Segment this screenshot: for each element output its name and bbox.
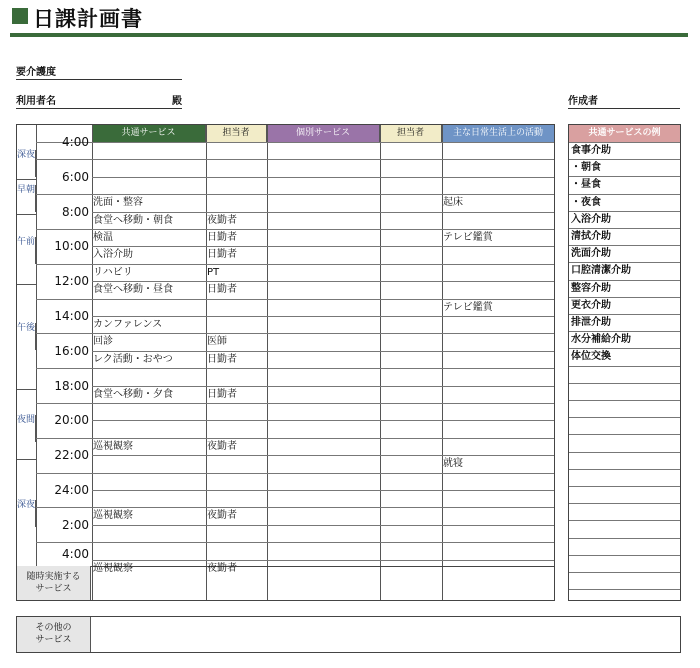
example-row-divider xyxy=(569,176,680,177)
staff-entry: 夜勤者 xyxy=(207,563,237,574)
user-name-label: 利用者名 xyxy=(16,96,56,107)
time-label: 20:00 xyxy=(54,413,89,427)
row-divider xyxy=(92,560,554,561)
service-example-item: 口腔清潔介助 xyxy=(571,265,631,276)
row-divider xyxy=(92,455,554,456)
time-label: 14:00 xyxy=(54,309,89,323)
example-row-divider xyxy=(569,262,680,263)
band-night: 夜間 xyxy=(17,415,36,442)
example-row-divider xyxy=(569,400,680,401)
time-label: 16:00 xyxy=(54,344,89,358)
title-accent-square xyxy=(12,8,28,24)
time-label: 22:00 xyxy=(54,448,89,462)
row-divider xyxy=(92,246,554,247)
band-divider xyxy=(17,389,36,390)
examples-header: 共通サービスの例 xyxy=(569,125,680,142)
title-underline xyxy=(10,33,688,37)
user-name-field[interactable] xyxy=(16,95,182,109)
band-divider xyxy=(17,179,36,180)
service-example-item: ・朝食 xyxy=(571,162,601,173)
service-example-item: 入浴介助 xyxy=(571,214,611,225)
row-divider xyxy=(92,351,554,352)
daily-activity-entry: テレビ鑑賞 xyxy=(443,302,493,313)
header-staff-1: 担当者 xyxy=(206,125,267,142)
example-row-divider xyxy=(569,452,680,453)
band-morning: 午前 xyxy=(17,237,36,264)
author-field[interactable] xyxy=(568,95,680,109)
example-row-divider xyxy=(569,555,680,556)
adhoc-service-text: 随時実施する サービス xyxy=(26,572,81,594)
row-divider xyxy=(36,194,554,195)
time-label: 6:00 xyxy=(62,170,89,184)
common-service-entry: 食堂へ移動・昼食 xyxy=(93,284,173,295)
column-divider xyxy=(267,125,268,600)
time-label: 24:00 xyxy=(54,483,89,497)
staff-entry: 夜勤者 xyxy=(207,215,237,226)
example-row-divider xyxy=(569,331,680,332)
column-divider xyxy=(380,125,381,600)
care-level-field[interactable] xyxy=(16,66,182,80)
common-service-entry: 検温 xyxy=(93,232,113,243)
common-service-entry: 食堂へ移動・朝食 xyxy=(93,215,173,226)
staff-entry: 日勤者 xyxy=(207,249,237,260)
row-divider xyxy=(36,264,554,265)
example-row-divider xyxy=(569,383,680,384)
band-divider xyxy=(17,284,36,285)
example-row-divider xyxy=(569,572,680,573)
example-row-divider xyxy=(569,589,680,590)
common-service-entry: 食堂へ移動・夕食 xyxy=(93,389,173,400)
time-label: 12:00 xyxy=(54,274,89,288)
row-divider xyxy=(92,525,554,526)
row-divider xyxy=(36,542,554,543)
header-staff-2: 担当者 xyxy=(380,125,442,142)
common-service-entry: 回診 xyxy=(93,336,113,347)
header-common-service: 共通サービス xyxy=(92,125,206,142)
band-divider xyxy=(17,214,36,215)
row-divider xyxy=(92,281,554,282)
service-example-item: 排泄介助 xyxy=(571,317,611,328)
example-row-divider xyxy=(569,469,680,470)
staff-entry: 夜勤者 xyxy=(207,441,237,452)
common-service-entry: カンファレンス xyxy=(93,319,163,330)
time-label: 8:00 xyxy=(62,205,89,219)
service-example-item: ・昼食 xyxy=(571,179,601,190)
example-row-divider xyxy=(569,486,680,487)
staff-entry: 夜勤者 xyxy=(207,510,237,521)
time-label: 18:00 xyxy=(54,379,89,393)
staff-entry: 日勤者 xyxy=(207,354,237,365)
example-row-divider xyxy=(569,417,680,418)
example-row-divider xyxy=(569,194,680,195)
row-divider xyxy=(92,212,554,213)
row-divider xyxy=(92,316,554,317)
time-label: 10:00 xyxy=(54,239,89,253)
common-service-entry: 巡視観察 xyxy=(93,510,133,521)
example-row-divider xyxy=(569,366,680,367)
row-divider xyxy=(92,386,554,387)
staff-entry: 日勤者 xyxy=(207,284,237,295)
row-divider xyxy=(36,159,554,160)
example-row-divider xyxy=(569,228,680,229)
daily-activity-entry: テレビ鑑賞 xyxy=(443,232,493,243)
schedule-grid xyxy=(16,124,555,601)
example-row-divider xyxy=(569,297,680,298)
row-divider xyxy=(36,229,554,230)
time-label: 4:00 xyxy=(62,547,89,561)
example-row-divider xyxy=(569,348,680,349)
row-divider xyxy=(36,142,554,143)
example-row-divider xyxy=(569,159,680,160)
time-label: 4:00 xyxy=(62,135,89,149)
service-example-item: 水分補給介助 xyxy=(571,334,631,345)
care-level-label: 要介護度 xyxy=(16,67,56,78)
service-example-item: 整容介助 xyxy=(571,283,611,294)
daily-activity-entry: 就寝 xyxy=(443,458,463,469)
service-example-item: 清拭介助 xyxy=(571,231,611,242)
example-row-divider xyxy=(569,520,680,521)
common-service-entry: 巡視観察 xyxy=(93,441,133,452)
service-example-item: ・夜食 xyxy=(571,197,601,208)
row-divider xyxy=(36,333,554,334)
band-early-morning: 早朝 xyxy=(17,185,36,212)
header-daily-activities: 主な日常生活上の活動 xyxy=(442,125,554,142)
time-label: 2:00 xyxy=(62,518,89,532)
row-divider xyxy=(92,177,554,178)
row-divider xyxy=(36,438,554,439)
other-services-label xyxy=(17,617,91,652)
example-row-divider xyxy=(569,211,680,212)
other-services-text: その他の サービス xyxy=(35,623,72,645)
staff-entry: PT xyxy=(207,267,220,278)
row-divider xyxy=(36,473,554,474)
example-row-divider xyxy=(569,142,680,143)
staff-entry: 日勤者 xyxy=(207,389,237,400)
common-service-entry: レク活動・おやつ xyxy=(93,354,173,365)
common-service-entry: 入浴介助 xyxy=(93,249,133,260)
service-example-item: 食事介助 xyxy=(571,145,611,156)
example-row-divider xyxy=(569,314,680,315)
service-example-item: 更衣介助 xyxy=(571,300,611,311)
band-afternoon: 午後 xyxy=(17,323,36,350)
header-individual-service: 個別サービス xyxy=(267,125,380,142)
row-divider xyxy=(36,299,554,300)
band-deep-night-1: 深夜 xyxy=(17,150,36,177)
row-divider xyxy=(36,403,554,404)
author-label: 作成者 xyxy=(568,96,598,107)
example-row-divider xyxy=(569,538,680,539)
staff-entry: 日勤者 xyxy=(207,232,237,243)
other-services-box xyxy=(16,616,681,653)
staff-entry: 医師 xyxy=(207,336,227,347)
row-divider xyxy=(36,368,554,369)
example-row-divider xyxy=(569,280,680,281)
row-divider xyxy=(92,490,554,491)
adhoc-service-label xyxy=(17,566,91,600)
row-divider xyxy=(92,420,554,421)
band-deep-night-2: 深夜 xyxy=(17,500,36,527)
daily-activity-entry: 起床 xyxy=(443,197,463,208)
common-service-entry: 巡視観察 xyxy=(93,563,133,574)
page-title: 日課計画書 xyxy=(33,7,143,31)
band-divider xyxy=(17,459,36,460)
service-example-item: 洗面介助 xyxy=(571,248,611,259)
service-example-item: 体位交換 xyxy=(571,351,611,362)
example-row-divider xyxy=(569,434,680,435)
example-row-divider xyxy=(569,245,680,246)
example-row-divider xyxy=(569,503,680,504)
common-service-entry: 洗面・整容 xyxy=(93,197,143,208)
row-divider xyxy=(36,507,554,508)
common-service-entry: リハビリ xyxy=(93,267,133,278)
service-examples-panel xyxy=(568,124,681,601)
honorific-label: 殿 xyxy=(172,96,182,107)
